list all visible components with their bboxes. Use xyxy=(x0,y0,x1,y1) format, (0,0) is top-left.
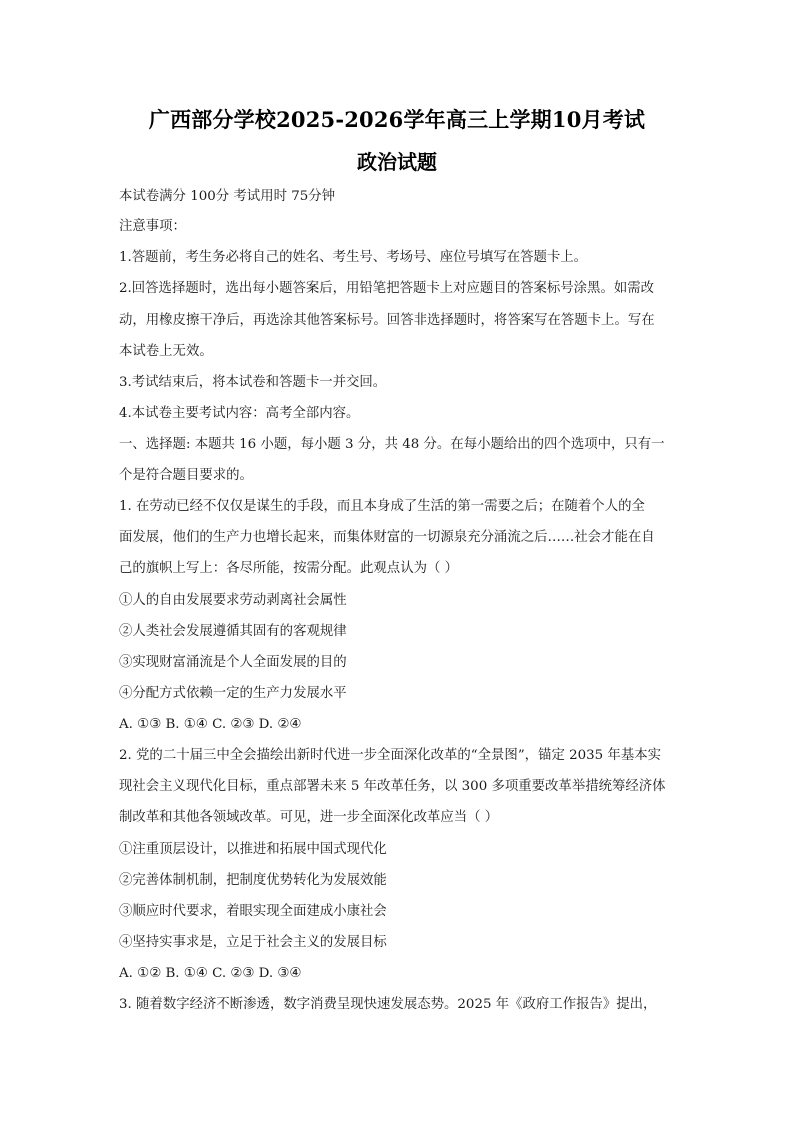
notice-line: 本试卷上无效。 xyxy=(119,344,213,359)
q2-item: ①注重顶层设计，以推进和拓展中国式现代化 xyxy=(119,842,387,857)
q2-item: ③顺应时代要求，着眼实现全面建成小康社会 xyxy=(119,904,387,919)
q1-item: ④分配方式依赖一定的生产力发展水平 xyxy=(119,686,347,701)
q3-stem-line: 3. 随着数字经济不断渗透，数字消费呈现快速发展态势。2025 年《政府工作报告》提出， xyxy=(119,997,657,1012)
notice-line: 3.考试结束后，将本试卷和答题卡一并交回。 xyxy=(119,375,387,390)
q1-stem-line: 1. 在劳动已经不仅仅是谋生的手段，而且本身成了生活的第一需要之后；在随着个人的全 xyxy=(119,499,645,514)
q1-stem-line: 面发展，他们的生产力也增长起来，而集体财富的一切源泉充分涌流之后……社会才能在自 xyxy=(119,530,655,545)
notice-heading: 注意事项： xyxy=(119,219,186,234)
notice-line: 动，用橡皮擦干净后，再选涂其他答案标号。回答非选择题时，将答案写在答题卡上。写在 xyxy=(119,313,655,328)
q1-item: ①人的自由发展要求劳动剥离社会属性 xyxy=(119,593,347,608)
section-heading: 一、选择题: 本题共 16 小题，每小题 3 分，共 48 分。在每小题给出的四个选项中，只有一 xyxy=(119,437,665,452)
q2-stem-line: 制改革和其他各领域改革。可见，进一步全面深化改革应当（ ） xyxy=(119,810,499,825)
q2-item: ②完善体制机制，把制度优势转化为发展效能 xyxy=(119,873,387,888)
section-heading-cont: 个是符合题目要求的。 xyxy=(119,468,253,483)
q1-item: ③实现财富涌流是个人全面发展的目的 xyxy=(119,655,347,670)
q1-stem-line: 己的旗帜上写上：各尽所能，按需分配。此观点认为（ ） xyxy=(119,561,459,576)
notice-line: 1.答题前，考生务必将自己的姓名、考生号、考场号、座位号填写在答题卡上。 xyxy=(119,250,588,265)
q2-choices: A. ①② B. ①④ C. ②③ D. ③④ xyxy=(119,966,302,981)
q2-item: ④坚持实事求是，立足于社会主义的发展目标 xyxy=(119,935,387,950)
q1-item: ②人类社会发展遵循其固有的客观规律 xyxy=(119,624,347,639)
q1-choices: A. ①③ B. ①④ C. ②③ D. ②④ xyxy=(119,717,302,732)
q2-stem-line: 2. 党的二十届三中全会描绘出新时代进一步全面深化改革的“全景图”，锚定 2035 年基本实 xyxy=(119,748,661,763)
q2-stem-line: 现社会主义现代化目标，重点部署未来 5 年改革任务，以 300 多项重要改革举措统筹经济体 xyxy=(119,779,666,794)
subject-title: 政治试题 xyxy=(357,150,437,174)
notice-line: 4.本试卷主要考试内容：高考全部内容。 xyxy=(119,406,360,421)
notice-line: 2.回答选择题时，选出每小题答案后，用铅笔把答题卡上对应题目的答案标号涂黑。如需改 xyxy=(119,281,655,296)
exam-title: 广西部分学校2025-2026学年高三上学期10月考试 xyxy=(148,107,646,132)
score-time-line: 本试卷满分 100分 考试用时 75分钟 xyxy=(119,189,336,204)
